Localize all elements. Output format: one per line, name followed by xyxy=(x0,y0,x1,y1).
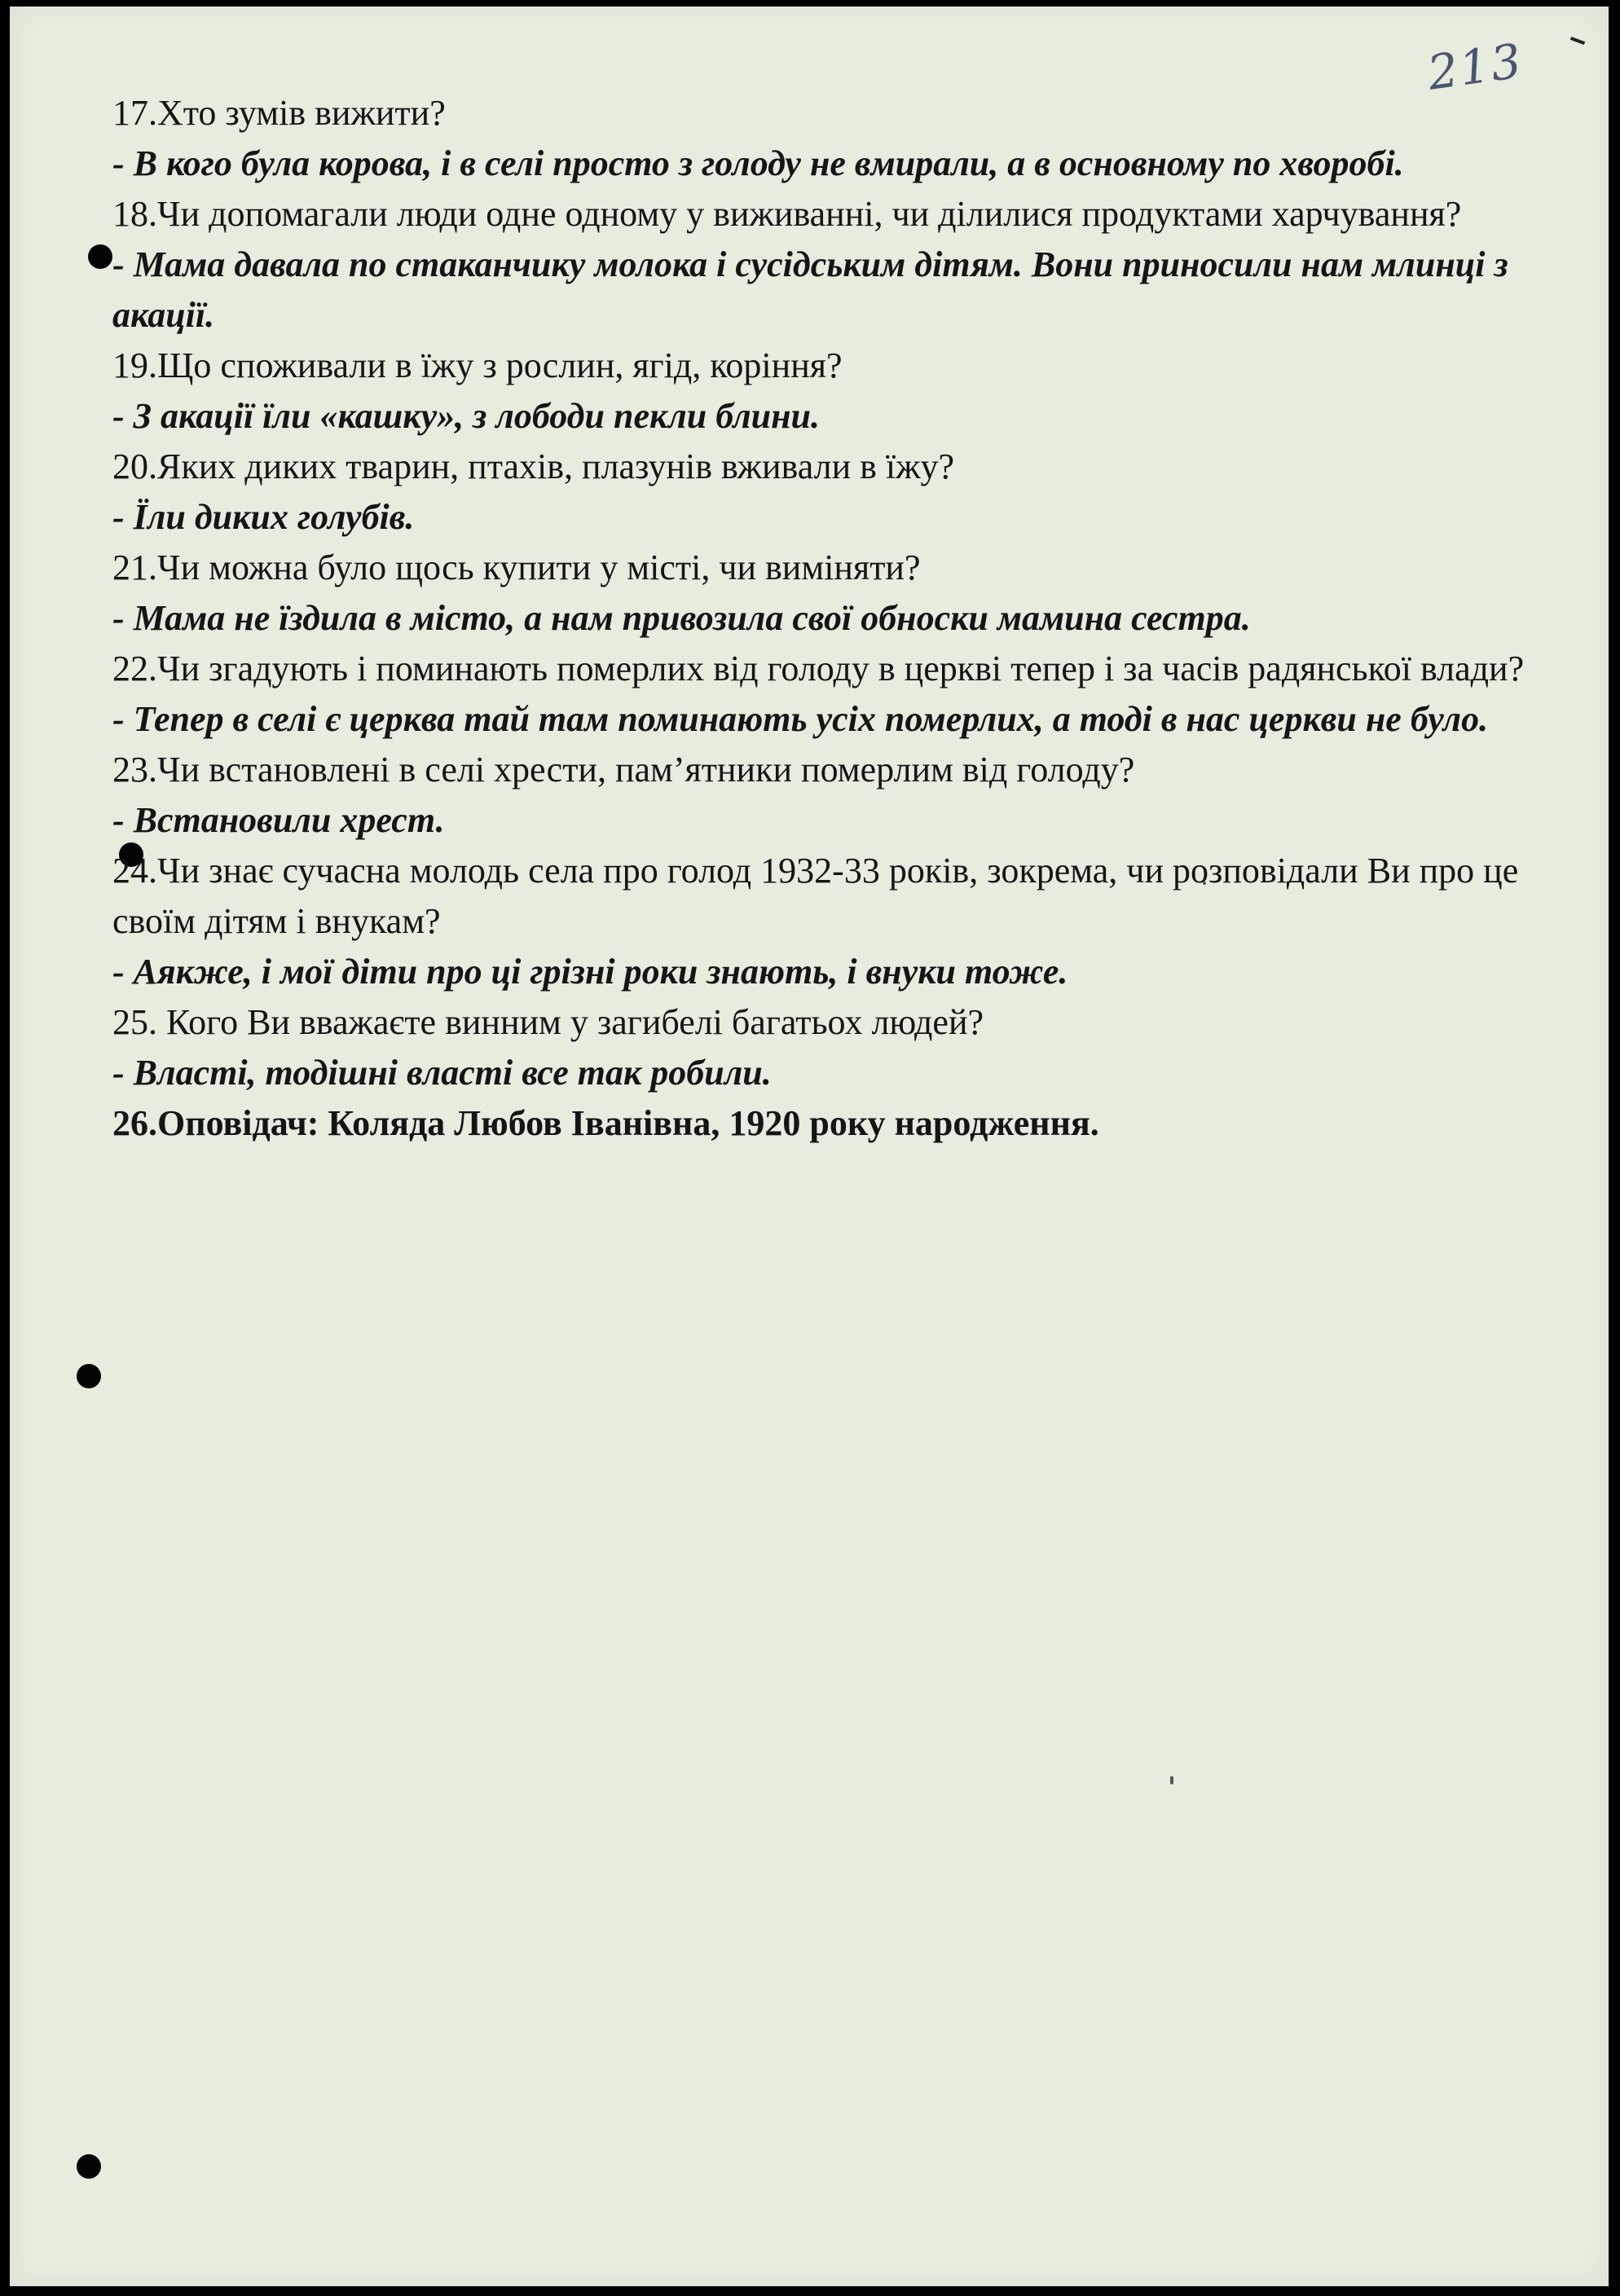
paper-sheet xyxy=(10,7,1609,2286)
corner-pencil-mark xyxy=(1570,37,1585,45)
handwritten-page-number: 213 xyxy=(1424,33,1526,101)
answer-21: - Мама не їздила в місто, а нам привозила свої обноски мамина сестра. xyxy=(112,598,1251,638)
punch-hole xyxy=(77,2154,101,2179)
answer-25: - Власті, тодішні власті все так робили. xyxy=(112,1053,772,1093)
question-19: 19.Що споживали в їжу з рослин, ягід, коріння? xyxy=(112,345,843,385)
answer-17: - В кого була корова, і в селі просто з голоду не вмирали, а в основному по хворобі. xyxy=(112,143,1404,183)
question-22: 22.Чи згадують і поминають померлих від голоду в церкві тепер і за часів радянської влади? xyxy=(112,649,1525,688)
question-20: 20.Яких диких тварин, птахів, плазунів вживали в їжу? xyxy=(112,446,955,486)
punch-hole xyxy=(77,1364,101,1388)
question-25: 25. Кого Ви вважаєте винним у загибелі багатьох людей? xyxy=(112,1002,984,1042)
question-17: 17.Хто зумів вижити? xyxy=(112,93,446,133)
question-23: 23.Чи встановлені в селі хрести, пам’ятники померлим від голоду? xyxy=(112,750,1135,790)
paper-speck xyxy=(1170,1776,1173,1784)
answer-24: - Аякже, і мої діти про ці грізні роки знають, і внуки тоже. xyxy=(112,952,1068,992)
question-21: 21.Чи можна було щось купити у місті, чи виміняти? xyxy=(112,548,921,587)
answer-19: - З акації їли «кашку», з лободи пекли блини. xyxy=(112,396,821,436)
interview-transcript xyxy=(112,88,1547,1149)
narrator-line: 26.Оповідач: Коляда Любов Іванівна, 1920 року народження. xyxy=(112,1103,1099,1143)
answer-22: - Тепер в селі є церква тай там поминають усіх померлих, а тоді в нас церкви не було. xyxy=(112,699,1489,739)
answer-20: - Їли диких голубів. xyxy=(112,497,415,537)
answer-18: - Мама давала по стаканчику молока і сусідським дітям. Вони приносили нам млинці з акації. xyxy=(112,244,1508,335)
question-18: 18.Чи допомагали люди одне одному у виживанні, чи ділилися продуктами харчування? xyxy=(112,194,1462,234)
punch-hole xyxy=(88,244,112,269)
question-24: 24.Чи знає сучасна молодь села про голод 1932-33 років, зокрема, чи розповідали Ви про це своїм дітям і внукам? xyxy=(112,851,1519,941)
answer-23: - Встановили хрест. xyxy=(112,800,445,840)
